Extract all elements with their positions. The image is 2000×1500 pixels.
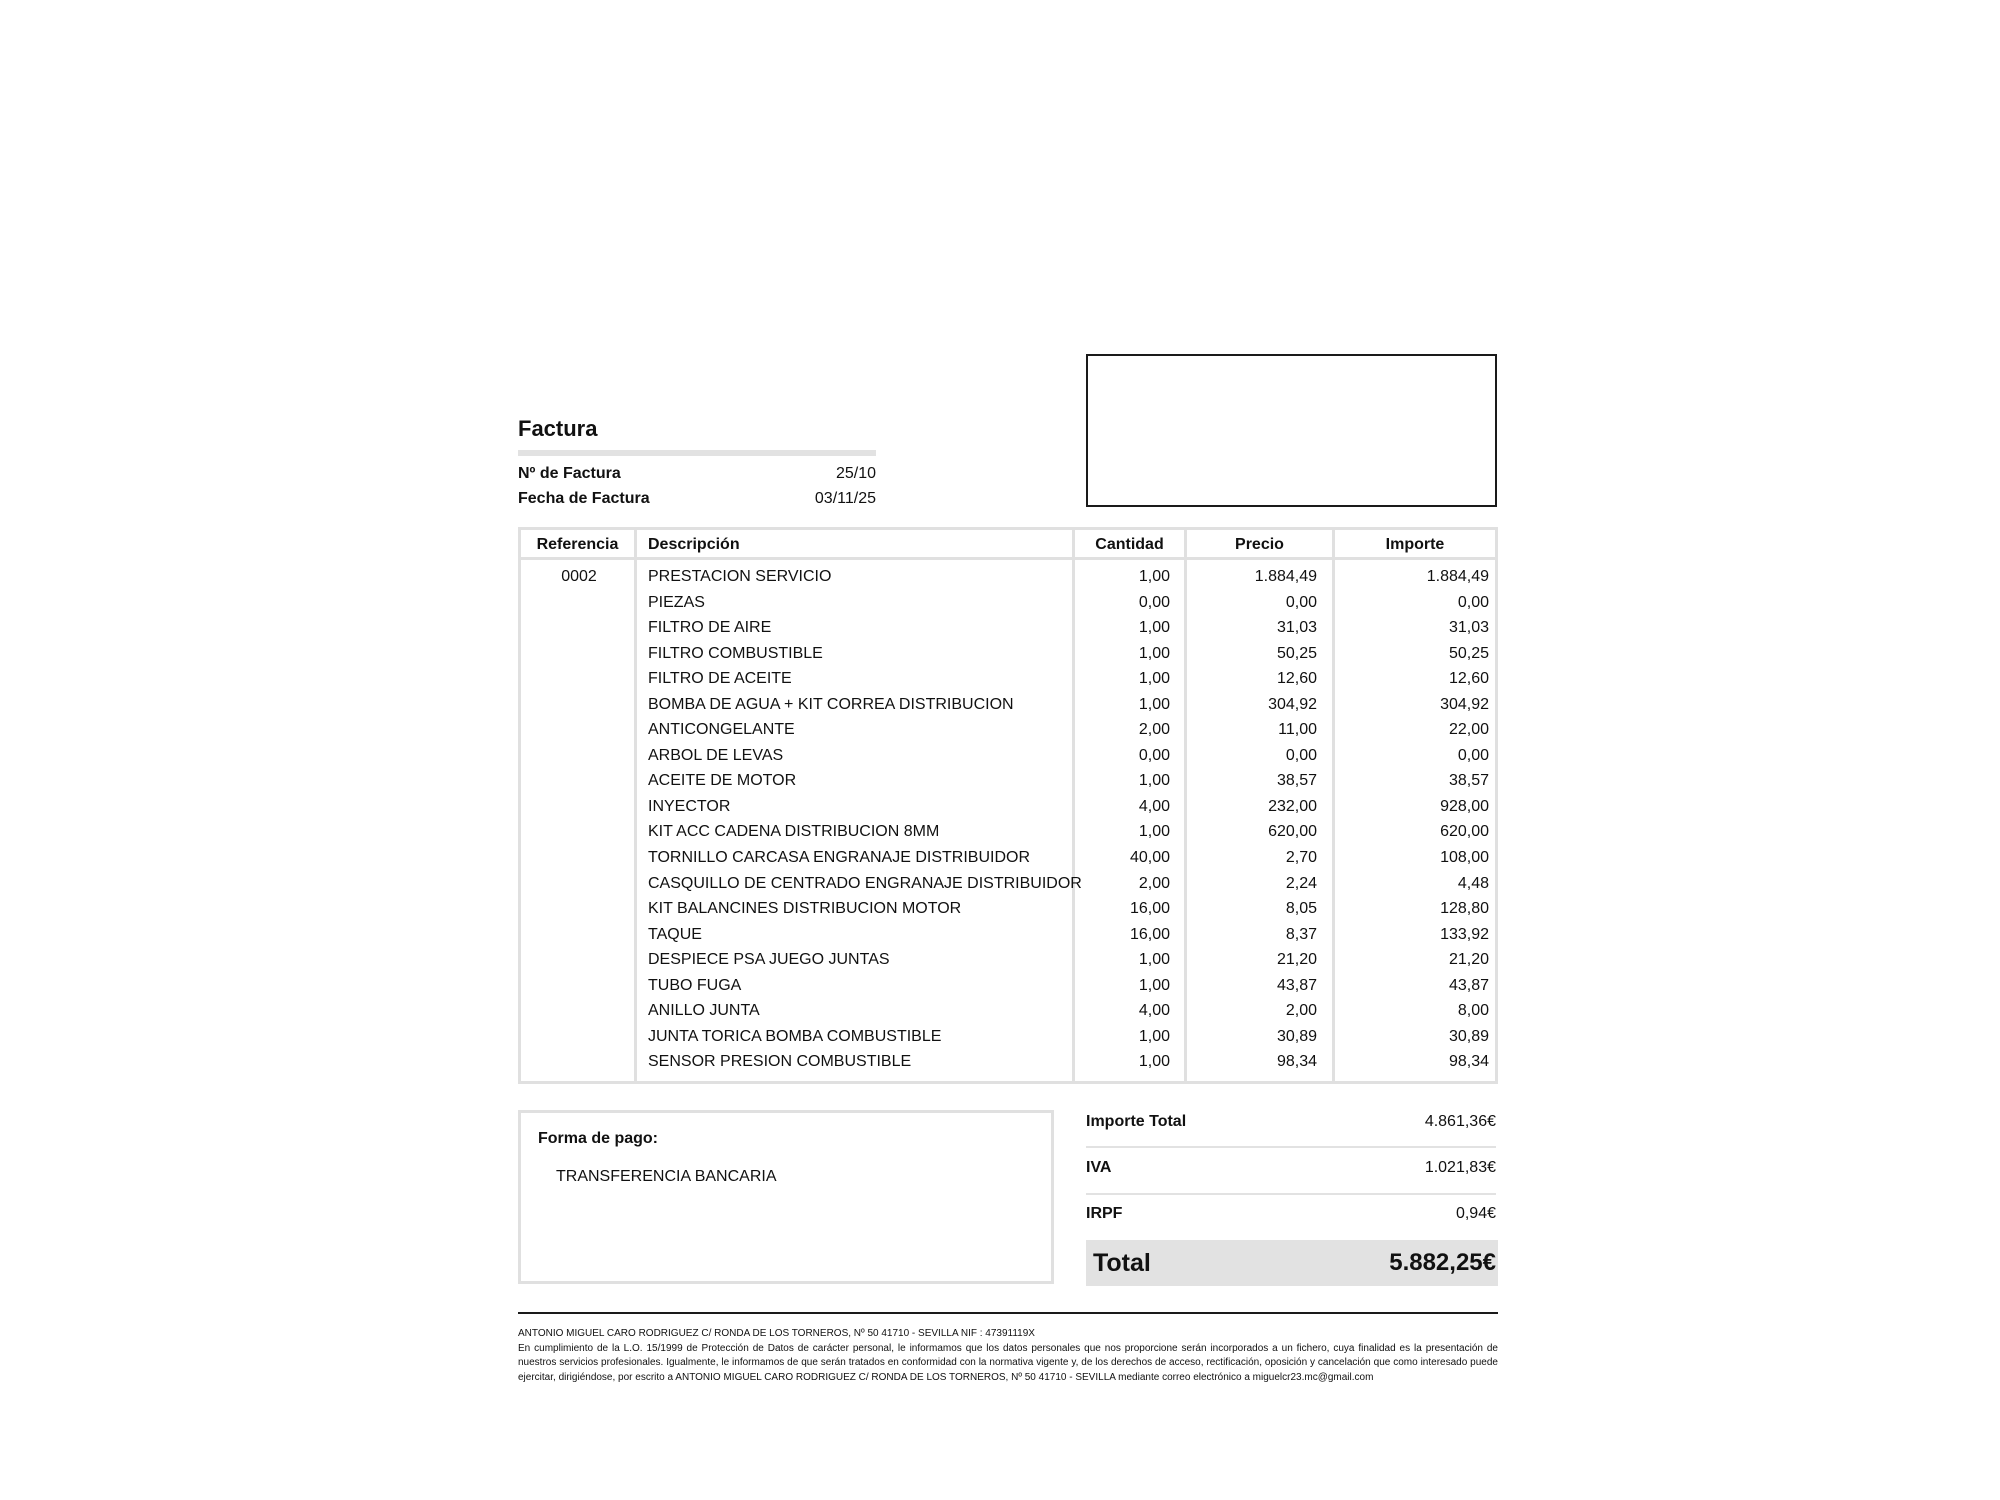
row-price: 2,00 xyxy=(1285,1002,1317,1020)
subtotal-value: 4.861,36€ xyxy=(1424,1113,1496,1130)
row-price: 43,87 xyxy=(1276,976,1317,994)
row-quantity: 16,00 xyxy=(1129,900,1170,918)
row-description: TUBO FUGA xyxy=(648,976,742,994)
row-amount: 0,00 xyxy=(1457,746,1489,764)
row-quantity: 1,00 xyxy=(1138,1053,1170,1071)
row-description: PRESTACION SERVICIO xyxy=(648,568,832,585)
table-row xyxy=(521,847,1495,873)
row-description: FILTRO COMBUSTIBLE xyxy=(648,644,823,662)
invoice-date-row xyxy=(518,490,876,514)
invoice-number-row xyxy=(518,465,876,489)
row-amount: 1.884,49 xyxy=(1426,568,1489,585)
row-description: KIT ACC CADENA DISTRIBUCION 8MM xyxy=(648,823,940,841)
row-description: FILTRO DE ACEITE xyxy=(648,670,792,688)
row-price: 30,89 xyxy=(1276,1027,1317,1045)
invoice-date-value: 03/11/25 xyxy=(814,490,876,507)
column-header-price: Precio xyxy=(1235,536,1284,553)
table-row xyxy=(521,1026,1495,1052)
row-price: 0,00 xyxy=(1285,593,1317,611)
row-amount: 133,92 xyxy=(1440,925,1489,943)
row-amount: 928,00 xyxy=(1440,797,1489,815)
payment-value: TRANSFERENCIA BANCARIA xyxy=(556,1168,777,1185)
row-amount: 12,60 xyxy=(1448,670,1489,688)
row-quantity: 2,00 xyxy=(1138,721,1170,739)
row-price: 21,20 xyxy=(1276,951,1317,969)
row-price: 38,57 xyxy=(1276,772,1317,790)
row-price: 1.884,49 xyxy=(1254,568,1317,585)
footer-company: ANTONIO MIGUEL CARO RODRIGUEZ C/ RONDA DE LOS TORNEROS, Nº 50 41710 - SEVILLA NIF : 47391119X xyxy=(518,1328,1035,1339)
footer-legal: En cumplimiento de la L.O. 15/1999 de Protección de Datos de carácter personal, le informamos que los datos personales que nos proporcione serán incorporados a un fichero, cuya finalidad es la presentación de nuestros servicios profesionales. Igualmente, le informamos de que serán tratados en conformidad con la normativa vigente y, de los derechos de acceso, rectificación, oposición y cancelación que como interesado puede ejercitar, dirigiéndose, por escrito a ANTONIO MIGUEL CARO RODRIGUEZ C/ RONDA DE LOS TORNEROS, Nº 50 41710 - SEVILLA mediante correo electrónico a miguelcr23.mc@gmail.com xyxy=(518,1342,1498,1383)
row-description: DESPIECE PSA JUEGO JUNTAS xyxy=(648,951,890,969)
row-price: 12,60 xyxy=(1276,670,1317,688)
header-divider xyxy=(521,557,1495,560)
table-row xyxy=(521,873,1495,899)
row-amount: 4,48 xyxy=(1457,874,1489,892)
column-header-description: Descripción xyxy=(648,536,740,553)
row-amount: 98,34 xyxy=(1448,1053,1489,1071)
invoice-title: Factura xyxy=(518,416,598,441)
table-row xyxy=(521,694,1495,720)
row-price: 11,00 xyxy=(1278,721,1317,739)
row-amount: 304,92 xyxy=(1440,695,1489,713)
row-description: JUNTA TORICA BOMBA COMBUSTIBLE xyxy=(648,1027,942,1045)
iva-row xyxy=(1086,1145,1496,1191)
row-amount: 22,00 xyxy=(1448,721,1489,739)
row-amount: 620,00 xyxy=(1440,823,1489,841)
invoice-number-label: Nº de Factura xyxy=(518,465,621,482)
row-amount: 108,00 xyxy=(1440,849,1489,867)
table-row xyxy=(521,898,1495,924)
row-description: ACEITE DE MOTOR xyxy=(648,772,797,790)
row-description: ARBOL DE LEVAS xyxy=(648,746,784,764)
column-header-reference: Referencia xyxy=(536,536,619,553)
row-amount: 38,57 xyxy=(1448,772,1489,790)
row-quantity: 0,00 xyxy=(1138,593,1170,611)
row-quantity: 16,00 xyxy=(1129,925,1170,943)
title-underline xyxy=(518,450,876,456)
column-header-amount: Importe xyxy=(1385,536,1445,553)
row-quantity: 1,00 xyxy=(1138,823,1170,841)
row-quantity: 1,00 xyxy=(1138,695,1170,713)
footer-divider xyxy=(518,1312,1498,1314)
items-rows xyxy=(521,566,1495,1077)
subtotal-label: Importe Total xyxy=(1086,1113,1187,1130)
iva-value: 1.021,83€ xyxy=(1424,1159,1496,1176)
row-quantity: 1,00 xyxy=(1138,976,1170,994)
table-row xyxy=(521,745,1495,771)
address-box xyxy=(1086,354,1497,507)
table-row xyxy=(521,643,1495,669)
table-row xyxy=(521,719,1495,745)
table-row xyxy=(521,1051,1495,1077)
row-quantity: 1,00 xyxy=(1138,772,1170,790)
table-row xyxy=(521,566,1495,592)
grand-total-value: 5.882,25€ xyxy=(1389,1249,1496,1276)
payment-box xyxy=(518,1110,1054,1284)
row-description: INYECTOR xyxy=(648,797,731,815)
table-row xyxy=(521,796,1495,822)
items-table xyxy=(518,527,1498,1084)
row-quantity: 1,00 xyxy=(1138,619,1170,637)
row-description: PIEZAS xyxy=(648,593,705,611)
row-price: 31,03 xyxy=(1276,619,1317,637)
row-price: 98,34 xyxy=(1276,1053,1317,1071)
table-row xyxy=(521,821,1495,847)
row-quantity: 1,00 xyxy=(1138,951,1170,969)
row-description: FILTRO DE AIRE xyxy=(648,619,772,637)
row-quantity: 4,00 xyxy=(1138,797,1170,815)
payment-label: Forma de pago: xyxy=(538,1130,659,1147)
row-quantity: 2,00 xyxy=(1138,874,1170,892)
table-row xyxy=(521,668,1495,694)
row-amount: 31,03 xyxy=(1448,619,1489,637)
row-quantity: 1,00 xyxy=(1138,568,1170,585)
table-row xyxy=(521,949,1495,975)
row-price: 620,00 xyxy=(1268,823,1317,841)
column-header-quantity: Cantidad xyxy=(1095,536,1164,553)
row-description: CASQUILLO DE CENTRADO ENGRANAJE DISTRIBUIDOR xyxy=(648,874,1082,892)
table-row xyxy=(521,975,1495,1001)
row-description: SENSOR PRESION COMBUSTIBLE xyxy=(648,1053,912,1071)
row-description: ANTICONGELANTE xyxy=(648,721,795,739)
row-amount: 128,80 xyxy=(1440,900,1489,918)
row-amount: 0,00 xyxy=(1457,593,1489,611)
row-amount: 21,20 xyxy=(1448,951,1489,969)
row-quantity: 40,00 xyxy=(1129,849,1170,867)
grand-total-label: Total xyxy=(1093,1248,1151,1277)
row-description: KIT BALANCINES DISTRIBUCION MOTOR xyxy=(648,900,962,918)
grand-total-row xyxy=(1086,1240,1498,1286)
row-amount: 30,89 xyxy=(1448,1027,1489,1045)
table-row xyxy=(521,592,1495,618)
row-price: 2,24 xyxy=(1285,874,1317,892)
row-price: 8,05 xyxy=(1285,900,1317,918)
row-price: 0,00 xyxy=(1285,746,1317,764)
row-description: BOMBA DE AGUA + KIT CORREA DISTRIBUCION xyxy=(648,695,1014,713)
irpf-label: IRPF xyxy=(1086,1205,1123,1222)
row-amount: 50,25 xyxy=(1448,644,1489,662)
row-quantity: 0,00 xyxy=(1138,746,1170,764)
row-description: TORNILLO CARCASA ENGRANAJE DISTRIBUIDOR xyxy=(648,849,1030,867)
table-row xyxy=(521,924,1495,950)
row-quantity: 4,00 xyxy=(1138,1002,1170,1020)
row-description: TAQUE xyxy=(648,925,702,943)
row-price: 50,25 xyxy=(1276,644,1317,662)
row-reference: 0002 xyxy=(561,568,597,585)
subtotal-row xyxy=(1086,1099,1496,1145)
row-quantity: 1,00 xyxy=(1138,1027,1170,1045)
row-price: 232,00 xyxy=(1268,797,1317,815)
table-row xyxy=(521,617,1495,643)
invoice-date-label: Fecha de Factura xyxy=(518,490,650,507)
footer xyxy=(518,1327,1498,1385)
row-price: 304,92 xyxy=(1268,695,1317,713)
invoice-number-value: 25/10 xyxy=(835,465,876,482)
table-row xyxy=(521,770,1495,796)
row-price: 8,37 xyxy=(1285,925,1317,943)
row-amount: 8,00 xyxy=(1457,1002,1489,1020)
iva-label: IVA xyxy=(1086,1159,1112,1176)
row-quantity: 1,00 xyxy=(1138,670,1170,688)
irpf-row xyxy=(1086,1191,1496,1237)
irpf-value: 0,94€ xyxy=(1455,1205,1496,1222)
row-quantity: 1,00 xyxy=(1138,644,1170,662)
row-price: 2,70 xyxy=(1285,849,1317,867)
row-description: ANILLO JUNTA xyxy=(648,1002,760,1020)
table-row xyxy=(521,1000,1495,1026)
row-amount: 43,87 xyxy=(1448,976,1489,994)
